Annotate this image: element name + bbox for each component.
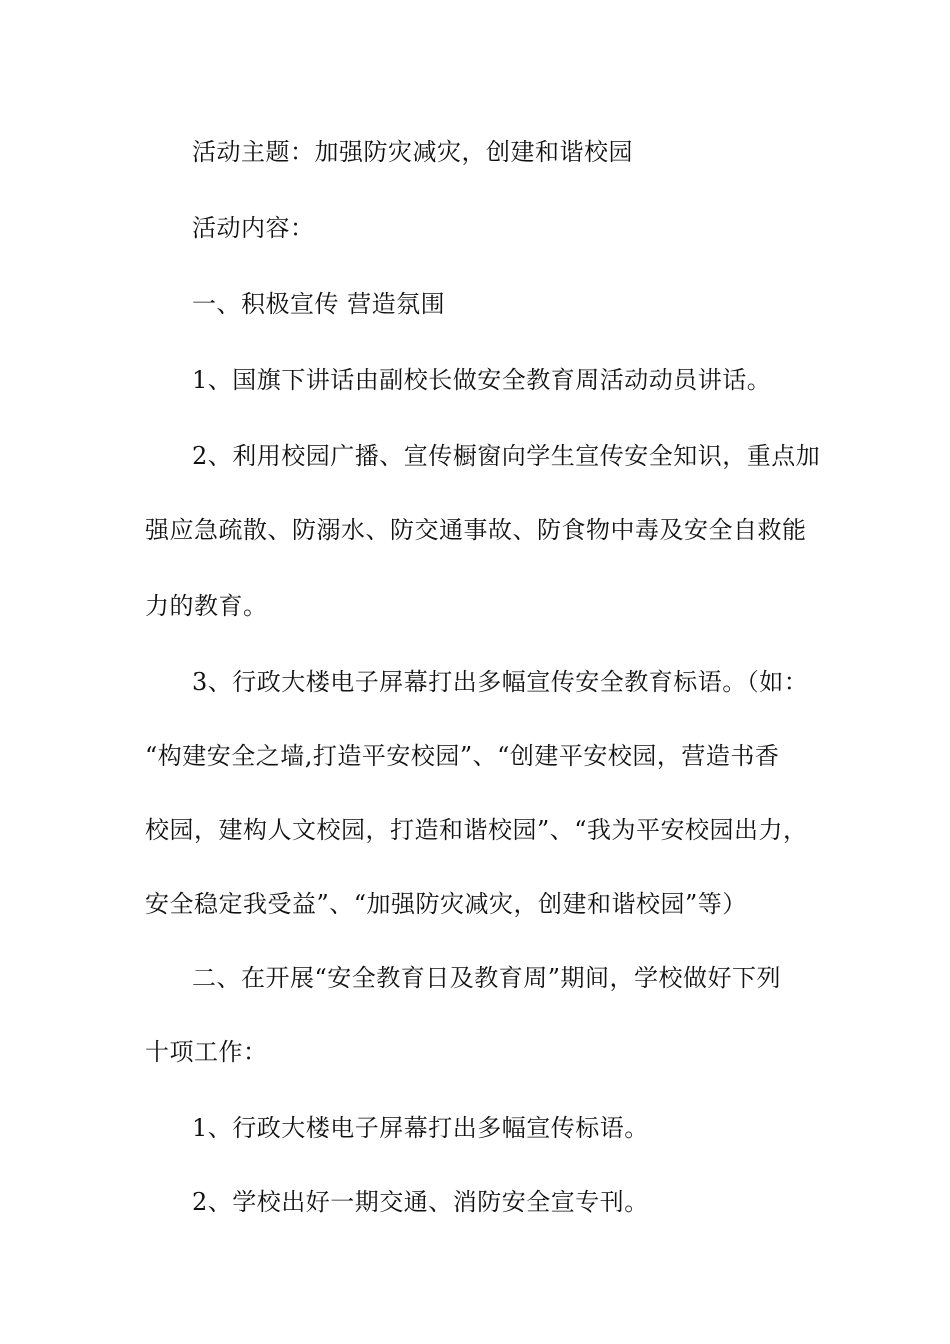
section-heading-2: 二、在开展“安全教育日及教育周”期间，学校做好下列: [192, 964, 782, 992]
paragraph-line: 2、学校出好一期交通、消防安全宣专刊。: [192, 1188, 649, 1216]
paragraph-line: 安全稳定我受益”、“加强防灾减灾，创建和谐校园”等）: [145, 890, 747, 918]
activity-content-heading: 活动内容：: [192, 214, 315, 242]
paragraph-line: “构建安全之墙,打造平安校园”、“创建平安校园，营造书香: [145, 742, 780, 770]
paragraph-line: 3、行政大楼电子屏幕打出多幅宣传安全教育标语。（如：: [192, 668, 809, 696]
paragraph-line: 校园，建构人文校园，打造和谐校园”、“我为平安校园出力，: [145, 816, 808, 844]
activity-theme: 活动主题：加强防灾减灾，创建和谐校园: [192, 138, 633, 166]
section-heading-1: 一、积极宣传 营造氛围: [192, 290, 446, 318]
paragraph-line: 2、利用校园广播、宣传橱窗向学生宣传安全知识，重点加: [192, 442, 821, 470]
paragraph-line: 强应急疏散、防溺水、防交通事故、防食物中毒及安全自救能: [145, 516, 807, 544]
paragraph-line: 1、行政大楼电子屏幕打出多幅宣传标语。: [192, 1114, 649, 1142]
paragraph-line: 力的教育。: [145, 592, 268, 620]
paragraph-line: 十项工作：: [145, 1038, 268, 1066]
paragraph-line: 1、国旗下讲话由副校长做安全教育周活动动员讲话。: [192, 366, 772, 394]
